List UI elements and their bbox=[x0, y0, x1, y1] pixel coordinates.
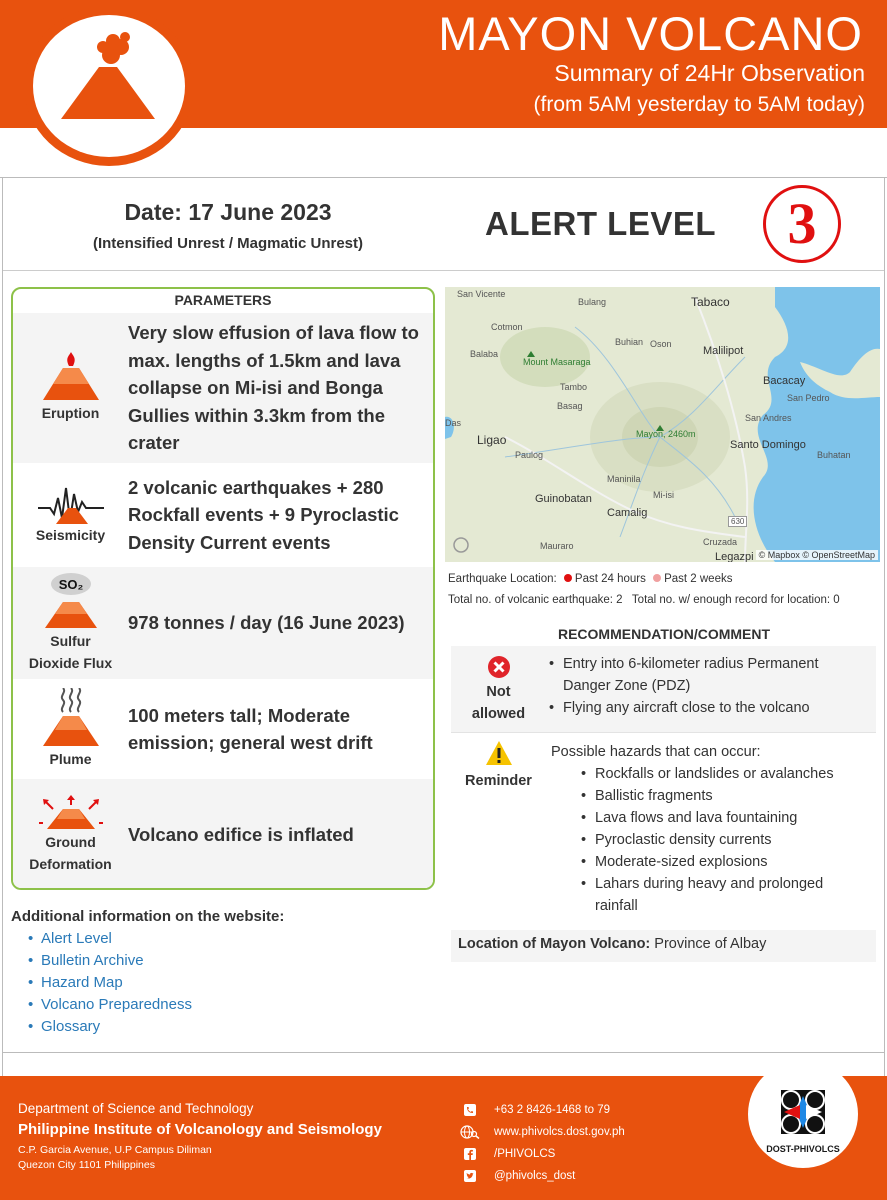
map-label-bacacay: Bacacay bbox=[763, 375, 806, 387]
phone-icon bbox=[460, 1103, 480, 1117]
map-label-balaba: Balaba bbox=[470, 349, 499, 359]
map-label-guinobatan: Guinobatan bbox=[535, 493, 592, 505]
reminder-intro: Possible hazards that can occur: bbox=[551, 744, 761, 760]
map-attribution[interactable]: © Mapbox © OpenStreetMap bbox=[756, 550, 878, 560]
page-title: MAYON VOLCANO bbox=[438, 7, 863, 60]
map-label-san-andres: San Andres bbox=[745, 413, 792, 423]
map-label-san-vicente: San Vicente bbox=[457, 289, 506, 299]
map-label-camalig: Camalig bbox=[607, 507, 648, 519]
so2-icon-text: SO₂ bbox=[58, 577, 83, 592]
seismicity-row bbox=[13, 463, 433, 567]
eq-total-volcanic: Total no. of volcanic earthquake: 2 bbox=[448, 594, 623, 606]
eruption-text: Very slow effusion of lava flow to max. lengths of 1.5km and lava collapse on Mi-isi and Bonga Gullies within 3.3km from the crater bbox=[128, 322, 419, 454]
so2-row bbox=[13, 567, 433, 679]
location-label: Location of Mayon Volcano: bbox=[458, 936, 651, 952]
globe-search-icon bbox=[460, 1125, 480, 1139]
footer-institute: Philippine Institute of Volcanology and Seismology bbox=[18, 1121, 382, 1138]
eruption-row bbox=[13, 313, 433, 463]
so2-label-line2: Dioxide Flux bbox=[28, 655, 113, 671]
map-label-mount-masaraga: Mount Masaraga bbox=[523, 357, 591, 367]
seismicity-text: 2 volcanic earthquakes + 280 Rockfall events + 9 Pyroclastic Density Current events bbox=[128, 476, 399, 553]
website-links bbox=[28, 928, 192, 1038]
map-label-ligao: Ligao bbox=[477, 433, 507, 447]
map-label-road: 630 bbox=[728, 516, 747, 527]
ground-deformation-text: Volcano edifice is inflated bbox=[128, 823, 354, 845]
date-alert-section bbox=[3, 179, 884, 271]
plume-text: 100 meters tall; Moderate emission; general west drift bbox=[128, 704, 373, 753]
ground-deformation-icon bbox=[39, 795, 103, 831]
link-bulletin-archive[interactable]: • Bulletin Archive bbox=[28, 950, 192, 972]
location-value: Province of Albay bbox=[654, 936, 767, 952]
parameters-panel bbox=[11, 287, 435, 890]
dost-logo-icon bbox=[748, 1060, 858, 1146]
map-label-san-pedro: San Pedro bbox=[787, 393, 830, 403]
seismograph-icon bbox=[38, 484, 104, 524]
past-2w-dot-icon bbox=[653, 574, 661, 582]
map-label-legazpi: Legazpi bbox=[715, 551, 754, 562]
ground-label-line2: Deformation bbox=[29, 855, 112, 872]
link-hazard-map[interactable]: • Hazard Map bbox=[28, 972, 192, 994]
unrest-status: (Intensified Unrest / Magmatic Unrest) bbox=[92, 235, 364, 252]
hazard-item: • Lahars during heavy and prolonged rainfall bbox=[581, 873, 831, 917]
map-label-bulang: Bulang bbox=[578, 297, 607, 307]
warning-icon bbox=[485, 740, 513, 766]
past-24h-dot-icon bbox=[564, 574, 572, 582]
ground-deformation-row bbox=[13, 779, 433, 890]
sulfur-dioxide-icon bbox=[39, 572, 103, 630]
map-label-basag: Basag bbox=[557, 401, 583, 411]
contact-facebook[interactable]: /PHIVOLCS bbox=[460, 1143, 625, 1165]
parameters-title: PARAMETERS bbox=[174, 292, 272, 308]
eq-past-24h: Past 24 hours bbox=[574, 573, 646, 585]
eq-past-2w: Past 2 weeks bbox=[664, 573, 733, 585]
map-label-cotmon: Cotmon bbox=[491, 322, 523, 332]
hazard-item: • Pyroclastic density currents bbox=[581, 829, 869, 851]
map-label-tabaco: Tabaco bbox=[691, 295, 730, 309]
observation-window: (from 5AM yesterday to 5AM today) bbox=[533, 93, 865, 116]
footer-contacts bbox=[460, 1099, 625, 1187]
footer-logo-text: DOST-PHIVOLCS bbox=[766, 1144, 840, 1154]
map-label-das: Das bbox=[445, 418, 462, 428]
hazard-item: • Moderate-sized explosions bbox=[581, 851, 869, 873]
map-label-buhian: Buhian bbox=[615, 337, 644, 347]
map-label-cruzada: Cruzada bbox=[703, 537, 738, 547]
not-allowed-label-line2: allowed bbox=[471, 706, 526, 722]
contact-phone[interactable]: +63 2 8426-1468 to 79 bbox=[460, 1099, 625, 1121]
link-volcano-preparedness[interactable]: • Volcano Preparedness bbox=[28, 994, 192, 1016]
so2-label-line1: Sulfur bbox=[50, 633, 91, 649]
page-subtitle: Summary of 24Hr Observation bbox=[554, 60, 865, 86]
seismicity-label: Seismicity bbox=[35, 527, 106, 543]
reminder-label: Reminder bbox=[465, 773, 532, 789]
map-label-mayon: Mayon, 2460m bbox=[636, 429, 696, 439]
hazard-item: • Lava flows and lava fountaining bbox=[581, 807, 869, 829]
reminder-row bbox=[451, 732, 876, 926]
map-label-mi-isi: Mi-isi bbox=[653, 490, 674, 500]
footer-address bbox=[18, 1143, 212, 1173]
volcano-location bbox=[451, 930, 876, 962]
footer-address-line2: Quezon City 1101 Philippines bbox=[18, 1159, 155, 1171]
eruption-volcano-icon bbox=[39, 352, 103, 402]
footer-department: Department of Science and Technology bbox=[18, 1101, 254, 1116]
not-allowed-row bbox=[451, 646, 876, 732]
recommendation-title: RECOMMENDATION/COMMENT bbox=[557, 626, 771, 642]
alert-level-badge: 3 bbox=[763, 185, 841, 263]
map-label-maninila: Maninila bbox=[607, 474, 641, 484]
contact-website[interactable]: www.phivolcs.dost.gov.ph bbox=[460, 1121, 625, 1143]
twitter-icon bbox=[460, 1169, 480, 1183]
not-allowed-label-line1: Not bbox=[486, 684, 511, 700]
not-allowed-item: • Flying any aircraft close to the volcano bbox=[549, 697, 869, 719]
bulletin-date: Date: 17 June 2023 bbox=[124, 199, 332, 225]
eq-location-label: Earthquake Location: bbox=[448, 573, 557, 585]
hazards-list bbox=[551, 763, 869, 917]
map-label-buhatan: Buhatan bbox=[817, 450, 851, 460]
plume-label: Plume bbox=[49, 751, 92, 767]
earthquake-legend bbox=[448, 573, 732, 585]
volcano-map[interactable] bbox=[445, 287, 880, 562]
map-label-mauraro: Mauraro bbox=[540, 541, 574, 551]
dost-phivolcs-logo bbox=[748, 1060, 858, 1168]
facebook-icon bbox=[460, 1147, 480, 1161]
eq-total-record: Total no. w/ enough record for location: 0 bbox=[631, 594, 840, 606]
map-label-malilipot: Malilipot bbox=[703, 345, 744, 357]
ground-label-line1: Ground bbox=[45, 833, 96, 850]
not-allowed-item: • Entry into 6-kilometer radius Permanent Danger Zone (PDZ) bbox=[549, 653, 869, 697]
so2-text: 978 tonnes / day (16 June 2023) bbox=[128, 612, 405, 634]
not-allowed-list bbox=[549, 653, 869, 719]
earthquake-totals bbox=[448, 594, 840, 606]
plume-icon bbox=[39, 688, 103, 748]
hazard-item: • Rockfalls or landslides or avalanches bbox=[581, 763, 869, 785]
additional-info-title: Additional information on the website: bbox=[11, 908, 285, 925]
footer-address-line1: C.P. Garcia Avenue, U.P Campus Diliman bbox=[18, 1144, 212, 1156]
link-alert-level[interactable]: • Alert Level bbox=[28, 928, 192, 950]
map-label-oson: Oson bbox=[650, 339, 672, 349]
link-glossary[interactable]: • Glossary bbox=[28, 1016, 192, 1038]
map-label-paulog: Paulog bbox=[515, 450, 544, 460]
map-label-tambo: Tambo bbox=[560, 382, 588, 392]
contact-twitter[interactable]: @phivolcs_dost bbox=[460, 1165, 625, 1187]
prohibited-icon bbox=[487, 655, 511, 679]
erupting-volcano-icon bbox=[33, 15, 185, 157]
map-label-santo-domingo: Santo Domingo bbox=[730, 439, 806, 451]
plume-row bbox=[13, 679, 433, 779]
eruption-label: Eruption bbox=[41, 405, 100, 421]
alert-level-label: ALERT LEVEL bbox=[485, 205, 717, 242]
volcano-logo bbox=[24, 6, 194, 166]
hazard-item: • Ballistic fragments bbox=[581, 785, 869, 807]
